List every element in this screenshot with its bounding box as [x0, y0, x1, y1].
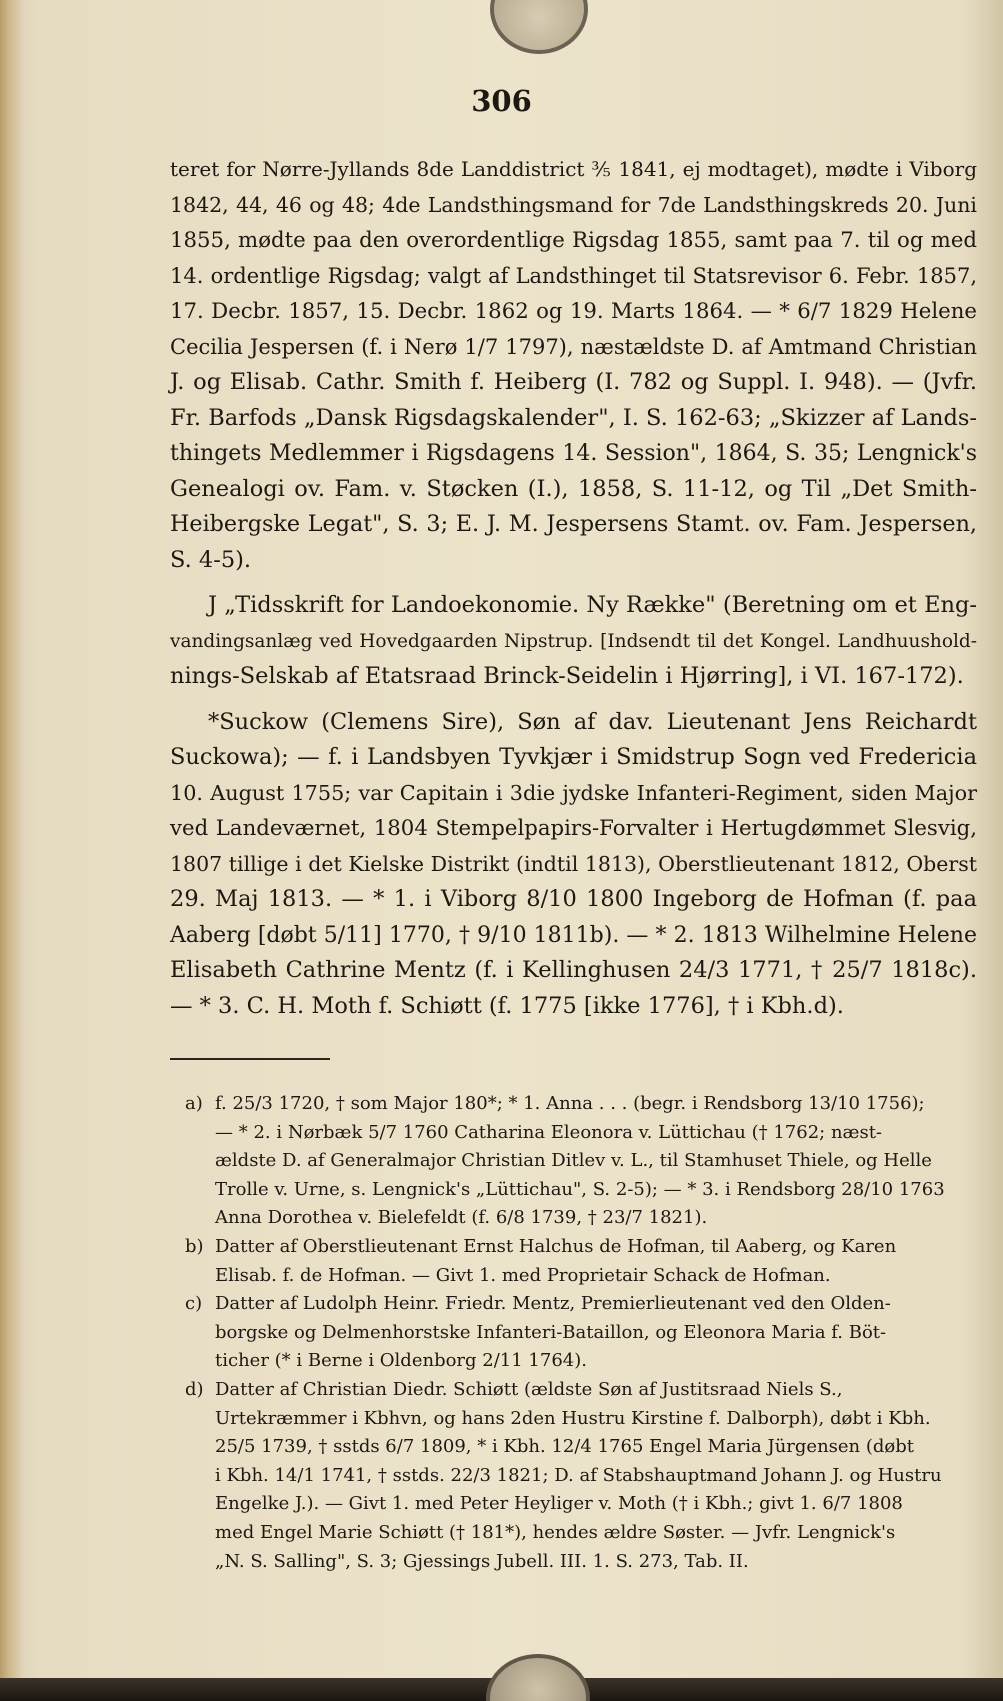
footnote-line: Datter af Oberstlieutenant Ernst Halchus de Hofman, til Aaberg, og Karen: [215, 1235, 897, 1257]
text-line: 1855, mødte paa den overordentlige Rigsdag 1855, samt paa 7. til og med: [170, 228, 977, 253]
footnote-line: i Kbh. 14/1 1741, † sstds. 22/3 1821; D. af Stabshauptmand Johann J. og Hustru: [215, 1464, 942, 1486]
text-line: Suckowa); — f. i Landsbyen Tyvkjær i Smidstrup Sogn ved Fredericia: [170, 744, 977, 770]
text-line: Genealogi ov. Fam. v. Støcken (I.), 1858, S. 11-12, og Til „Det Smith-: [170, 475, 977, 502]
text-line: Cecilia Jespersen (f. i Nerø 1/7 1797), næstældste D. af Amtmand Christian: [170, 334, 977, 359]
footnote-d: [185, 1376, 985, 1576]
footnote-line: Engelke J.). — Givt 1. med Peter Heyliger v. Moth († i Kbh.; givt 1. 6/7 1808: [215, 1493, 903, 1515]
footnote-line: borgske og Delmenhorstske Infanteri-Bataillon, og Eleonora Maria f. Böt-: [215, 1321, 887, 1343]
footnote-c: [185, 1290, 985, 1376]
text-line: teret for Nørre-Jyllands 8de Landdistrict ⅗ 1841, ej modtaget), mødte i Viborg: [170, 157, 977, 181]
footnote-line: Datter af Christian Diedr. Schiøtt (ældste Søn af Justitsraad Niels S.,: [215, 1378, 843, 1400]
text-line: Aaberg [døbt 5/11] 1770, † 9/10 1811b). — * 2. 1813 Wilhelmine Helene: [170, 922, 977, 948]
page-number: 306: [471, 84, 532, 118]
text-line: thingets Medlemmer i Rigsdagens 14. Session", 1864, S. 35; Lengnick's: [170, 441, 977, 466]
text-line: nings-Selskab af Etatsraad Brinck-Seidelin i Hjørring], i VI. 167-172).: [170, 663, 964, 689]
text-line: vandingsanlæg ved Hovedgaarden Nipstrup. [Indsendt til det Kongel. Landhuushold-: [170, 630, 977, 652]
text-line: 10. August 1755; var Capitain i 3die jydske Infanteri-Regiment, siden Major: [170, 780, 977, 805]
footnote-line: Datter af Ludolph Heinr. Friedr. Mentz, Premierlieutenant ved den Olden-: [215, 1293, 891, 1315]
text-line: Heibergske Legat", S. 3; E. J. M. Jespersens Stamt. ov. Fam. Jespersen,: [170, 511, 977, 537]
text-line: 17. Decbr. 1857, 15. Decbr. 1862 og 19. Marts 1864. — * 6/7 1829 Helene: [170, 299, 977, 324]
footnote-line: 25/5 1739, † sstds 6/7 1809, * i Kbh. 12/4 1765 Engel Maria Jürgensen (døbt: [215, 1436, 915, 1458]
footnote-line: med Engel Marie Schiøtt († 181*), hendes ældre Søster. — Jvfr. Lengnick's: [215, 1521, 896, 1543]
holder-clip-top: [490, 0, 588, 54]
text-line: ved Landeværnet, 1804 Stempelpapirs-Forvalter i Hertugdømmet Slesvig,: [170, 816, 977, 841]
text-line: S. 4-5).: [170, 546, 252, 573]
page-binding-edge: [0, 0, 22, 1701]
text-line: J. og Elisab. Cathr. Smith f. Heiberg (I. 782 og Suppl. I. 948). — (Jvfr.: [170, 369, 977, 395]
footnote-line: — * 2. i Nørbæk 5/7 1760 Catharina Eleonora v. Lüttichau († 1762; næst-: [215, 1121, 883, 1143]
text-line: 14. ordentlige Rigsdag; valgt af Landsthinget til Statsrevisor 6. Febr. 1857,: [170, 263, 977, 288]
footnote-divider: [170, 1058, 330, 1060]
footnote-line: ticher (* i Berne i Oldenborg 2/11 1764).: [215, 1350, 587, 1372]
main-text: [170, 152, 977, 1024]
holder-clip-bottom: [486, 1654, 590, 1701]
text-line: Fr. Barfods „Dansk Rigsdagskalender", I. S. 162-63; „Skizzer af Lands-: [170, 404, 977, 431]
footnote-line: Urtekræmmer i Kbhvn, og hans 2den Hustru Kirstine f. Dalborph), døbt i Kbh.: [215, 1407, 931, 1429]
footnote-line: f. 25/3 1720, † som Major 180*; * 1. Anna . . . (begr. i Rendsborg 13/10 1756);: [215, 1093, 925, 1114]
text-line: 1842, 44, 46 og 48; 4de Landsthingsmand for 7de Landsthingskreds 20. Juni: [170, 192, 977, 217]
footnote-line: Trolle v. Urne, s. Lengnick's „Lüttichau", S. 2-5); — * 3. i Rendsborg 28/10 1763: [215, 1178, 945, 1200]
text-line: 29. Maj 1813. — * 1. i Viborg 8/10 1800 Ingeborg de Hofman (f. paa: [170, 886, 977, 912]
footnote-label: c): [185, 1293, 203, 1315]
footnote-label: d): [185, 1378, 204, 1400]
footnotes: [185, 1090, 985, 1576]
footnote-b: [185, 1233, 985, 1290]
footnote-line: Anna Dorothea v. Bielefeldt (f. 6/8 1739, † 23/7 1821).: [215, 1207, 708, 1229]
footnote-line: ældste D. af Generalmajor Christian Ditlev v. L., til Stamhuset Thiele, og Helle: [215, 1150, 932, 1172]
text-line: — * 3. C. H. Moth f. Schiøtt (f. 1775 [ikke 1776], † i Kbh.d).: [170, 992, 844, 1019]
footnote-label: b): [185, 1235, 204, 1257]
footnote-line: „N. S. Salling", S. 3; Gjessings Jubell. III. 1. S. 273, Tab. II.: [215, 1550, 749, 1572]
footnote-line: Elisab. f. de Hofman. — Givt 1. med Proprietair Schack de Hofman.: [215, 1264, 831, 1286]
footnote-label: a): [185, 1093, 203, 1114]
text-line: J „Tidsskrift for Landoekonomie. Ny Række" (Beretning om et Eng-: [208, 592, 977, 618]
text-line: 1807 tillige i det Kielske Distrikt (indtil 1813), Oberstlieutenant 1812, Oberst: [170, 851, 977, 876]
entry-heading-line: *Suckow (Clemens Sire), Søn af dav. Lieutenant Jens Reichardt: [208, 708, 977, 735]
footnote-a: [185, 1090, 985, 1233]
text-line: Elisabeth Cathrine Mentz (f. i Kellinghusen 24/3 1771, † 25/7 1818c).: [170, 957, 977, 983]
